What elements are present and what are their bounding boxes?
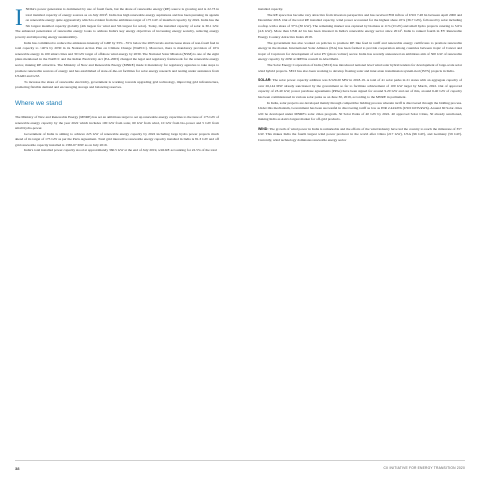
paragraph-investment: The RE space has become very attractive from investors perspective and has received FDI inflow of USD 7.48 bn between April 2000 and December 2018. Out of the total RE installed capacity, wind power accounted for the highest share 45% (36.7 GW), followed by solar including rooftop with a share of 37% (30 GW). The remaining market was captured by biomass at 11% (9 GW) and small hydro projects catering to 5.6% (4.6 GW). More than USD 42 bn has been invested in India's renewable energy sector since 2014². India is ranked fourth in EY Renewable Energy Country Attractive Index 2018. <box>258 12 462 39</box>
section-heading: Where we stand <box>15 99 62 107</box>
intro-text: NDIA's power generation is dominated by use of fossil fuels, but the share of renewable energy (RE) source is growing and is 22.73 in total installed capacity of energy sources as on July 2019¹. India has high renewable energy aspirations and has been pursuing its agenda on renewable energy quite aggressively which is evident from the ambitious target of 175 GW of installed capacity by 2022. India has the 5th largest installed capacity globally (4th largest for wind and 5th largest for solar). Today, the installed capacity of solar is 30.1 GW. The enhanced penetration of renewable energy looks to address India's key energy objectives of increasing energy security, reducing energy poverty and improving energy sustainability. <box>15 7 219 39</box>
solar-lead: SOLAR: <box>258 78 272 83</box>
paragraph-solar <box>258 78 462 100</box>
left-column <box>15 7 219 154</box>
wind-lead: WIND: <box>258 126 269 131</box>
paragraph-grid: To increase the share of renewable electricity, government is working towards upgrading grid technology, improving grid infrastructure, promoting flexible demand and encouraging storage and balancing reserves. <box>15 79 219 90</box>
paragraph-continued: installed capacity. <box>258 7 284 11</box>
wind-text: The growth of wind power in India is remarkable and the efforts of the wind industry have led the country to reach the milestone of 35+ GW. This makes India the fourth largest wind power producer in the world after China (217 GW), USA (96 GW), and Germany (59 GW). Currently, wind technology dominates renewable energy sector <box>258 126 462 143</box>
paragraph-seci: The Solar Energy Corporation of India (SECI) has introduced national level wind solar hybrid tenders for development of large-scale solar wind hybrid projects. SECI has also been working to develop floating solar and inter-state transmission system-tied (ISTS) projects in India. <box>258 62 462 73</box>
solar-text: The solar power capacity addition was 6.529.20 MW in 2018-19. A total of 41 solar parks in 21 states with an aggregate capacity of over 26,144 MW already sanctioned by the government so far to facilitate achievement of 100 GW target by March, 2022. Out of approved capacity of 23.40 GW, power purchase agreements (PPAs) have been signed for around 9.20 GW and out of this, around 6.40 GW of capacity has been commissioned in various solar parks as on June 30, 2019, according to the MNRE in parliament. <box>258 78 462 99</box>
paragraph-225gw: Government of India is aiming to achieve 225 GW of renewable energy capacity by 2022 including large hydro power projects much ahead of its target of 175 GW as per the Paris Agreement. Total grid interactive renewable energy capacity installed in India is 81.3 GW and off grid renewable capacity installed is 1365.67 MW as on July 2019. <box>15 131 219 147</box>
paragraph-emissions: India has committed to reduce the emissions intensity of GDP by 33% - 35% below the 2005 levels and increase share of non-fossil fuel in total capacity to ~40% by 2030 in its National Action Plan on Climate Change (NAPCC). Moreover, there is mandatory provision of 10% renewable energy in 100 smart cities and 30 GW target of offshore wind energy by 2030. The National Solar Mission (NSM) is one of the eight plans mentioned in the NAPCC and the Indian Electricity Act (EA-2003) changed the legal and regulatory framework for the renewable energy sector, making RE attractive. The Ministry of New and Renewable Energy (MNRE) made it mandatory for regulatory agencies to take steps to promote renewable sources of energy and has established of state-of-the-art facilities for solar energy research and testing under assistance from USAID and GTZ. <box>15 40 219 79</box>
paragraph-wind <box>258 127 462 144</box>
right-column <box>258 7 462 144</box>
paragraph-solar-bidding: In India, solar projects are developed mainly through competitive bidding process wherein tariff is discovered through the bidding process. Under this mechanism, Government has been successful in discovering tariff as low as INR 2.44/kWh (USD 0.035/kWh). Around 60 Solar cities will be developed under MNRE's solar cities program. 50 Solar Parks of 40 GW by 2022. 40 approved Solar Cities, 50 already sanctioned, making India as Asia's largest market for off-grid products. <box>258 100 462 122</box>
paragraph-installed-capacity: India's total installed power capacity stood at approximately 360.5 GW at the end of July 2019, with RE accounting for 22.5% of the total <box>24 148 217 153</box>
running-footer: CII INITIATIVE FOR ENERGY TRANSITION 2020 <box>383 466 465 470</box>
paragraph-policies: The government has also worked on policies to promote RE like feed in tariff and renewable energy certificates to promote renewable energy in the market. International Solar Alliance (ISA) has been formed to provide cooperation among countries between tropic of Cancer and tropic of Capricorn for development of solar PV (photo voltaic) sector. India has recently announced an ambitious aim of 500 GW of renewable energy capacity by 2030 at IRENA council in Abu Dhabi. <box>258 40 462 62</box>
footer-divider <box>15 460 465 461</box>
paragraph-mnre-target: The Ministry of New and Renewable Energy (MNRE) has set an ambitious target to set up renewable energy capacities to the tune of 175 GW of renewable energy capacity by the year 2022 which includes 100 GW from solar, 60 GW from wind, 10 GW from bio-power and 5 GW from small hydro-power. <box>15 114 219 131</box>
page-number: 38 <box>15 466 20 471</box>
intro-paragraph <box>15 7 219 41</box>
drop-cap: I <box>15 5 23 30</box>
